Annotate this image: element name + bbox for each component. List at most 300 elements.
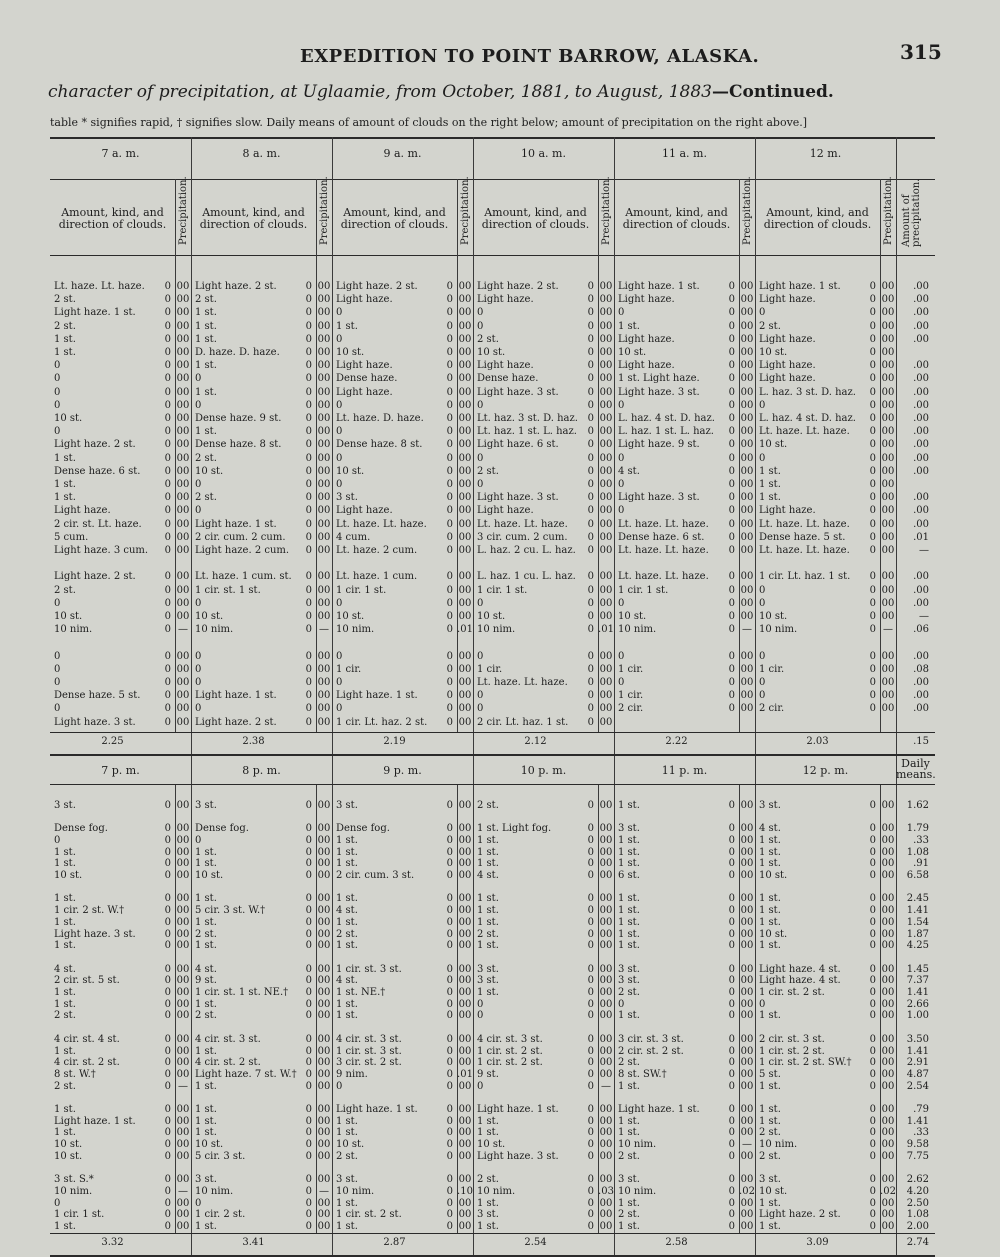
cloud-observation: 2 st.: [336, 928, 358, 940]
precipitation-value: 00: [881, 1080, 895, 1092]
cloud-observation: 0: [336, 597, 343, 609]
precipitation-value: 00: [881, 928, 895, 940]
hour-header: 12 p. m.: [802, 763, 849, 777]
cloud-observation: 0: [477, 452, 484, 464]
cloud-scale-value: 0: [869, 975, 876, 987]
cloud-observation: 0: [759, 584, 766, 596]
cloud-observation: Light haze. 4 st.: [759, 963, 841, 975]
cloud-scale-value: 0: [728, 1150, 735, 1162]
cloud-scale-value: 0: [869, 294, 876, 306]
daily-precipitation-amount: —: [919, 545, 929, 556]
precipitation-value: —: [178, 1185, 188, 1197]
precipitation-value: 00: [740, 916, 754, 928]
precipitation-value: 00: [740, 439, 754, 451]
cloud-observation: 1 st.: [195, 893, 217, 905]
cloud-observation: 1 st.: [618, 1127, 640, 1139]
cloud-scale-value: 0: [446, 386, 453, 398]
precipitation-value: 00: [599, 281, 613, 292]
precipitation-value: 00: [458, 916, 472, 928]
cloud-scale-value: 0: [587, 940, 594, 952]
cloud-observation: Lt. haze. 1 cum. st.: [195, 571, 292, 583]
cloud-scale-value: 0: [869, 479, 876, 490]
cloud-scale-value: 0: [587, 373, 594, 385]
precipitation-value: 00: [317, 597, 331, 609]
cloud-scale-value: 0: [869, 584, 876, 596]
cloud-scale-value: 0: [305, 663, 312, 675]
cloud-observation: Lt. haze. 2 cum.: [336, 545, 418, 556]
precipitation-value: 00: [881, 987, 895, 998]
cloud-scale-value: 0: [587, 597, 594, 609]
precipitation-value: 00: [740, 663, 754, 675]
precipitation-value: 00: [317, 492, 331, 504]
precipitation-value: 00: [881, 1045, 895, 1057]
cloud-scale-value: 0: [305, 624, 312, 636]
cloud-observation: 10 st.: [477, 1139, 506, 1151]
daily-precipitation-amount: .01: [913, 531, 929, 543]
rule-vertical: [191, 756, 192, 1255]
cloud-scale-value: 0: [869, 870, 876, 881]
cloud-scale-value: 0: [305, 333, 312, 345]
precipitation-value: 00: [317, 987, 331, 998]
cloud-scale-value: 0: [446, 846, 453, 858]
precipitation-value: .10: [457, 1185, 473, 1197]
daily-mean-clouds: 1.00: [906, 1010, 929, 1022]
daily-mean-clouds: 2.91: [906, 1057, 929, 1069]
cloud-scale-value: 0: [305, 1150, 312, 1162]
precipitation-value: 00: [458, 373, 472, 385]
cloud-observation: 1 st.: [759, 940, 781, 952]
precipitation-value: 00: [317, 963, 331, 975]
precipitation-value: 00: [317, 916, 331, 928]
cloud-scale-value: 0: [164, 1045, 171, 1057]
cloud-observation: 1 st.: [477, 858, 499, 870]
precipitation-value: 00: [740, 1127, 754, 1139]
precipitation-value: 00: [317, 399, 331, 411]
precipitation-value: 00: [599, 452, 613, 464]
precipitation-value: 00: [881, 1150, 895, 1162]
cloud-scale-value: 0: [869, 905, 876, 917]
cloud-observation: 0: [618, 998, 625, 1010]
cloud-scale-value: 0: [869, 928, 876, 940]
cloud-observation: 1 st.: [336, 940, 358, 952]
cloud-observation: 2 st.: [618, 1150, 640, 1162]
precipitation-value: 00: [740, 597, 754, 609]
precipitation-value: 00: [458, 320, 472, 332]
cloud-scale-value: 0: [587, 531, 594, 543]
cloud-observation: 0: [477, 690, 484, 702]
cloud-observation: 0: [759, 597, 766, 609]
precipitation-value: 00: [881, 479, 895, 490]
cloud-observation: Dense haze.: [336, 373, 398, 385]
precipitation-value: 00: [317, 1127, 331, 1139]
cloud-scale-value: 0: [305, 1185, 312, 1197]
precipitation-value: 00: [458, 347, 472, 358]
cloud-scale-value: 0: [728, 690, 735, 702]
cloud-observation: 10 nim.: [477, 1185, 516, 1197]
precipitation-value: 00: [881, 518, 895, 530]
daily-mean-clouds: .91: [913, 858, 929, 870]
cloud-observation: Light haze.: [336, 360, 393, 372]
cloud-observation: Lt. haze. Lt. haze.: [477, 677, 568, 688]
cloud-scale-value: 0: [869, 1150, 876, 1162]
precipitation-value: 00: [881, 963, 895, 975]
precipitation-value: 00: [458, 799, 472, 811]
cloud-scale-value: 0: [164, 703, 171, 715]
precipitation-value: 00: [317, 531, 331, 543]
cloud-observation: 2 st.: [195, 294, 217, 306]
cloud-observation: 1 st.: [195, 386, 217, 398]
cloud-observation: Light haze. 3 st.: [54, 716, 136, 728]
cloud-scale-value: 0: [728, 294, 735, 306]
cloud-observation: 1 st.: [54, 846, 76, 858]
cloud-observation: 3 cir. st. 2 st.: [336, 1057, 402, 1069]
cloud-observation: 4 cir. st. 2 st.: [54, 1057, 120, 1069]
cloud-scale-value: 0: [164, 307, 171, 319]
precipitation-value: 00: [881, 611, 895, 622]
cloud-observation: 1 st.: [54, 479, 76, 490]
precipitation-value: 00: [740, 465, 754, 477]
cloud-observation: 10 st.: [759, 611, 788, 622]
cloud-scale-value: 0: [728, 479, 735, 490]
precipitation-value: 00: [176, 1221, 190, 1232]
cloud-scale-value: 0: [587, 1033, 594, 1045]
cloud-observation: Lt. haze. Lt. haze.: [54, 281, 145, 292]
cloud-observation: 0: [477, 307, 484, 319]
cloud-observation: Lt. haze. Lt. haze.: [618, 571, 709, 583]
cloud-scale-value: 0: [728, 870, 735, 881]
precipitation-value: 00: [317, 571, 331, 583]
cloud-observation: 4 st.: [759, 823, 781, 835]
precipitation-value: 00: [881, 307, 895, 319]
precipitation-value: 00: [881, 1033, 895, 1045]
cloud-observation: 8 st. W.†: [54, 1068, 96, 1080]
cloud-scale-value: 0: [587, 1057, 594, 1069]
precipitation-value: 00: [317, 998, 331, 1010]
precipitation-value: 00: [599, 479, 613, 490]
cloud-observation: 1 st.: [54, 333, 76, 345]
cloud-observation: 1 cir. st. 2 st. SW.†: [759, 1057, 852, 1069]
cloud-scale-value: 0: [446, 998, 453, 1010]
precipitation-value: 00: [176, 998, 190, 1010]
cloud-observation: 1 st.: [618, 799, 640, 811]
precipitation-value: 00: [740, 677, 754, 688]
precipitation-value: 00: [458, 998, 472, 1010]
daily-mean-clouds: .33: [913, 834, 929, 846]
cloud-scale-value: 0: [728, 893, 735, 905]
cloud-scale-value: 0: [728, 1045, 735, 1057]
cloud-scale-value: 0: [446, 703, 453, 715]
cloud-scale-value: 0: [728, 940, 735, 952]
cloud-scale-value: 0: [587, 545, 594, 556]
precipitation-value: 00: [317, 975, 331, 987]
cloud-observation: 0: [618, 479, 625, 490]
cloud-observation: 8 st. SW.†: [618, 1068, 667, 1080]
precipitation-value: 00: [599, 360, 613, 372]
cloud-observation: Light haze. 3 cum.: [54, 545, 149, 556]
precipitation-value: 00: [599, 1115, 613, 1127]
cloud-scale-value: 0: [869, 531, 876, 543]
cloud-scale-value: 0: [728, 439, 735, 451]
cloud-observation: 2 st.: [759, 1127, 781, 1139]
daily-mean-clouds: 1.41: [906, 1115, 929, 1127]
cloud-scale-value: 0: [305, 1033, 312, 1045]
precipitation-value: 00: [881, 439, 895, 451]
precipitation-value: 00: [458, 846, 472, 858]
precipitation-value: 00: [740, 584, 754, 596]
precipitation-value: 00: [740, 1045, 754, 1057]
precipitation-value: 00: [458, 858, 472, 870]
cloud-observation: Lt. haze. Lt. haze.: [759, 426, 850, 438]
precipitation-value: 00: [458, 399, 472, 411]
cloud-scale-value: 0: [164, 399, 171, 411]
daily-precipitation-amount: .00: [913, 703, 929, 715]
cloud-scale-value: 0: [869, 1010, 876, 1022]
cloud-scale-value: 0: [446, 870, 453, 881]
cloud-observation: 1 st.: [477, 893, 499, 905]
cloud-observation: 10 st.: [759, 870, 788, 881]
daily-precipitation-amount: .00: [913, 373, 929, 385]
cloud-observation: 1 st.: [54, 1045, 76, 1057]
precipitation-value: 00: [176, 1197, 190, 1209]
cloud-observation: 1 cir. Lt. haz. 2 st.: [336, 716, 428, 728]
cloud-scale-value: 0: [587, 584, 594, 596]
cloud-observation: 1 st.: [477, 1221, 499, 1232]
cloud-scale-value: 0: [446, 307, 453, 319]
daily-precipitation-amount: .06: [913, 624, 929, 636]
daily-precipitation-amount: .00: [913, 492, 929, 504]
precipitation-value: 00: [599, 611, 613, 622]
precipitation-value: 00: [881, 571, 895, 583]
daily-mean-clouds: 1.08: [906, 846, 929, 858]
cloud-observation: 0: [54, 1197, 61, 1209]
precipitation-value: 00: [740, 928, 754, 940]
cloud-observation: 2 cir. st. Lt. haze.: [54, 518, 142, 530]
precipitation-value: 00: [176, 584, 190, 596]
precipitation-value: 00: [458, 928, 472, 940]
cloud-scale-value: 0: [869, 834, 876, 846]
cloud-observation: Dense haze. 8 st.: [336, 439, 423, 451]
precipitation-value: 00: [740, 360, 754, 372]
cloud-observation: 1 st.: [336, 893, 358, 905]
precipitation-value: 00: [458, 1127, 472, 1139]
precipitation-value: .02: [880, 1185, 896, 1197]
precipitation-value: 00: [599, 893, 613, 905]
cloud-scale-value: 0: [869, 1033, 876, 1045]
hour-header: 12 m.: [809, 147, 842, 160]
precipitation-value: 00: [740, 834, 754, 846]
cloud-observation: 1 st.: [618, 834, 640, 846]
cloud-scale-value: 0: [446, 1221, 453, 1232]
precipitation-value: 00: [176, 426, 190, 438]
daily-precipitation-amount: .00: [913, 360, 929, 372]
cloud-scale-value: 0: [869, 663, 876, 675]
hour-header: 8 a. m.: [242, 147, 281, 160]
cloud-observation: 2 st.: [618, 987, 640, 998]
cloud-scale-value: 0: [305, 928, 312, 940]
cloud-scale-value: 0: [869, 571, 876, 583]
precipitation-value: 00: [740, 1080, 754, 1092]
precipitation-value: .01: [457, 1068, 473, 1080]
precipitation-value: 00: [317, 690, 331, 702]
cloud-observation: 4 st.: [336, 975, 358, 987]
precipitation-value: 00: [176, 716, 190, 728]
table-note: table * signifies rapid, † signifies slow. Daily means of amount of clouds on the right below; amount of precipitation on the right above.]: [50, 116, 808, 129]
cloud-observation: 1 cir.: [618, 663, 644, 675]
cloud-scale-value: 0: [728, 799, 735, 811]
cloud-scale-value: 0: [587, 492, 594, 504]
precipitation-value: 00: [458, 281, 472, 292]
cloud-observation: 1 st.: [618, 1221, 640, 1232]
precipitation-value: 00: [740, 399, 754, 411]
precipitation-value: 00: [176, 597, 190, 609]
cloud-scale-value: 0: [446, 858, 453, 870]
cloud-observation: 10 st.: [618, 611, 647, 622]
cloud-scale-value: 0: [305, 439, 312, 451]
cloud-observation: 10 nim.: [618, 1139, 657, 1151]
precipitation-value: 00: [881, 858, 895, 870]
cloud-observation: 1 st.: [759, 1221, 781, 1232]
precipitation-value: 00: [599, 373, 613, 385]
cloud-scale-value: 0: [728, 703, 735, 715]
cloud-scale-value: 0: [164, 1221, 171, 1232]
daily-mean-clouds: 7.75: [906, 1150, 929, 1162]
cloud-scale-value: 0: [869, 320, 876, 332]
precipitation-value: 00: [317, 373, 331, 385]
cloud-observation: 10 st.: [54, 413, 83, 424]
cloud-observation: Light haze. 1 st.: [759, 281, 841, 292]
cloud-scale-value: 0: [164, 320, 171, 332]
precipitation-value: 00: [176, 1010, 190, 1022]
cloud-scale-value: 0: [446, 905, 453, 917]
cloud-observation: 0: [195, 399, 202, 411]
precipitation-value: 00: [599, 584, 613, 596]
cloud-scale-value: 0: [446, 360, 453, 372]
cloud-observation: Light haze. 2 st.: [336, 281, 418, 292]
cloud-scale-value: 0: [869, 1057, 876, 1069]
precipitation-value: 00: [599, 677, 613, 688]
precipitation-value: 00: [176, 413, 190, 424]
cloud-scale-value: 0: [587, 571, 594, 583]
precipitation-value: 00: [881, 505, 895, 517]
cloud-scale-value: 0: [587, 452, 594, 464]
cloud-scale-value: 0: [164, 1115, 171, 1127]
cloud-scale-value: 0: [446, 505, 453, 517]
precipitation-value: 00: [317, 716, 331, 728]
cloud-observation: Light haze.: [759, 360, 816, 372]
cloud-observation: 1 st.: [195, 1104, 217, 1115]
cloud-observation: 1 st.: [477, 834, 499, 846]
cloud-scale-value: 0: [305, 1010, 312, 1022]
cloud-scale-value: 0: [587, 1197, 594, 1209]
precipitation-value: 00: [740, 1174, 754, 1186]
daily-mean-clouds: 4.20: [906, 1185, 929, 1197]
cloud-observation: 1 cir. 2 st.: [195, 1209, 246, 1221]
cloud-observation: Light haze.: [336, 386, 393, 398]
precipitation-value: 00: [881, 846, 895, 858]
cloud-observation: 0: [759, 690, 766, 702]
precipitation-value: 00: [317, 505, 331, 517]
cloud-scale-value: 0: [728, 1127, 735, 1139]
precipitation-value: 00: [176, 1150, 190, 1162]
cloud-observation: Dense haze. 6 st.: [54, 465, 141, 477]
precipitation-value: 00: [458, 823, 472, 835]
cloud-scale-value: 0: [869, 703, 876, 715]
precipitation-value: 00: [458, 1174, 472, 1186]
rule-vertical: [896, 137, 897, 754]
cloud-observation: Light haze. 2 st.: [54, 439, 136, 451]
precipitation-value: 00: [881, 663, 895, 675]
cloud-scale-value: 0: [164, 1057, 171, 1069]
cloud-scale-value: 0: [305, 294, 312, 306]
cloud-scale-value: 0: [446, 479, 453, 490]
daily-mean-clouds: 1.79: [906, 823, 929, 835]
cloud-observation: 10 st.: [54, 611, 83, 622]
cloud-scale-value: 0: [869, 347, 876, 358]
cloud-observation: 3 st.: [618, 975, 640, 987]
cloud-scale-value: 0: [164, 281, 171, 292]
cloud-scale-value: 0: [869, 413, 876, 424]
running-title: EXPEDITION TO POINT BARROW, ALASKA.: [300, 46, 760, 67]
cloud-scale-value: 0: [164, 893, 171, 905]
cloud-scale-value: 0: [728, 1174, 735, 1186]
precipitation-value: 00: [176, 1057, 190, 1069]
precipitation-value: 00: [740, 975, 754, 987]
cloud-observation: 1 st.: [54, 1104, 76, 1115]
precipitation-value: 00: [599, 307, 613, 319]
cloud-observation: D. haze. D. haze.: [195, 347, 280, 358]
cloud-observation: 1 st.: [336, 846, 358, 858]
cloud-scale-value: 0: [869, 426, 876, 438]
cloud-scale-value: 0: [164, 545, 171, 556]
cloud-scale-value: 0: [164, 823, 171, 835]
precipitation-value: 00: [740, 1221, 754, 1232]
cloud-observation: Light haze.: [759, 333, 816, 345]
cloud-scale-value: 0: [164, 799, 171, 811]
cloud-scale-value: 0: [164, 531, 171, 543]
cloud-scale-value: 0: [728, 545, 735, 556]
cloud-scale-value: 0: [164, 611, 171, 622]
cloud-observation: 1 st.: [759, 1115, 781, 1127]
cloud-observation: 4 cir. st. 4 st.: [54, 1033, 120, 1045]
cloud-scale-value: 0: [305, 858, 312, 870]
daily-precipitation-amount: .00: [913, 294, 929, 306]
cloud-scale-value: 0: [305, 584, 312, 596]
cloud-observation: 1 st.: [336, 320, 358, 332]
cloud-scale-value: 0: [305, 998, 312, 1010]
precipitation-value: 00: [740, 531, 754, 543]
daily-mean-clouds: 2.50: [906, 1197, 929, 1209]
cloud-observation: Light haze.: [618, 294, 675, 306]
cloud-observation: Dense fog.: [54, 823, 108, 835]
precipitation-value: 00: [176, 1115, 190, 1127]
precipitation-value: 00: [740, 905, 754, 917]
hour-header: 11 p. m.: [661, 763, 708, 777]
precipitation-value: 00: [458, 690, 472, 702]
precipitation-value: 00: [881, 940, 895, 952]
cloud-observation: 1 st.: [618, 928, 640, 940]
cloud-scale-value: 0: [305, 1139, 312, 1151]
cloud-scale-value: 0: [869, 597, 876, 609]
cloud-observation: 0: [477, 1010, 484, 1022]
cloud-scale-value: 0: [587, 518, 594, 530]
cloud-scale-value: 0: [728, 347, 735, 358]
precipitation-value: 00: [458, 963, 472, 975]
cloud-scale-value: 0: [728, 1057, 735, 1069]
cloud-observation: 1 cir.: [759, 663, 785, 675]
cloud-observation: 10 st.: [195, 1139, 224, 1151]
cloud-scale-value: 0: [305, 1104, 312, 1115]
cloud-observation: 0: [336, 399, 343, 411]
